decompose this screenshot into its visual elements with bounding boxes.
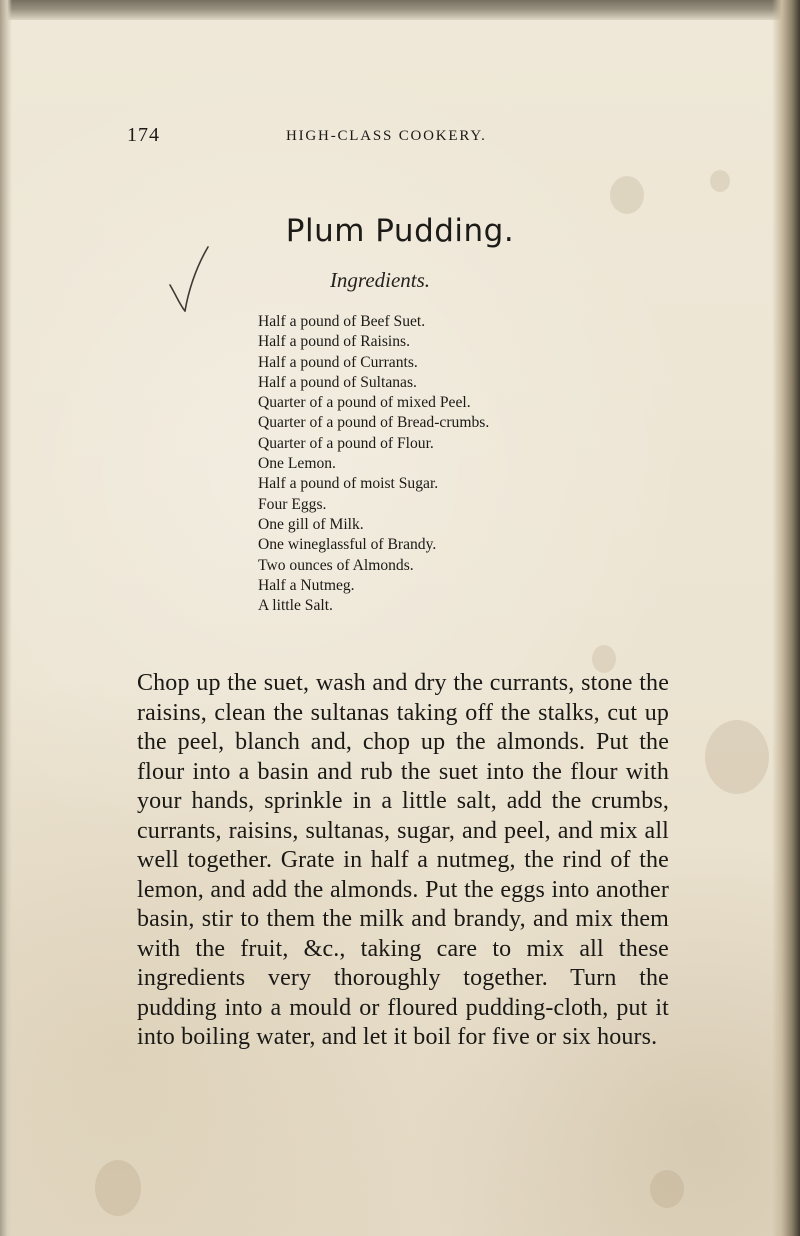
ingredient-item: Half a pound of Beef Suet. — [258, 313, 426, 330]
ingredient-item: Half a pound of Sultanas. — [258, 373, 417, 391]
method-paragraph: Chop up the suet, wash and dry the currants, stone the raisins, clean the sultanas taking off the stalks, cut up the peel, blanch and, chop up the almonds. Put the flour into a basin and rub the suet into the flour with your hands, sprinkle in a little salt, add the crumbs, currants, raisins, sultanas, sugar, and peel, and mix all well together. Grate in half a nutmeg, the rind of the lemon, and add the almonds. Put the eggs into another basin, stir to them the milk and brandy, and mix them with the fruit, &c., taking care to mix all these ingredients very thoroughly together. Turn the pudding into a mould or floured pudding-cloth, put it into boiling water, and let it boil for five or six hours. — [137, 670, 669, 1050]
ingredients-heading: Ingredients. — [329, 268, 431, 292]
ingredient-item: Half a pound of Raisins. — [258, 333, 411, 351]
ingredient-item: Half a pound of Currants. — [258, 353, 418, 371]
ingredient-item: Half a pound of moist Sugar. — [258, 475, 439, 493]
ingredient-item: Quarter of a pound of mixed Peel. — [258, 394, 471, 412]
paper-stain — [650, 1170, 684, 1208]
ingredient-item: A little Salt. — [258, 597, 333, 615]
ingredient-item: One gill of Milk. — [258, 515, 364, 533]
paper-stain — [610, 176, 644, 214]
recipe-title: Plum Pudding. — [285, 213, 515, 249]
paper-stain — [710, 170, 730, 192]
ingredient-item: Two ounces of Almonds. — [258, 556, 414, 574]
ingredient-item: Quarter of a pound of Flour. — [258, 434, 434, 452]
ingredient-item: Four Eggs. — [258, 495, 327, 513]
page-binding-edge — [772, 0, 800, 1236]
paper-stain — [95, 1160, 141, 1216]
page-top-shadow — [0, 0, 800, 20]
page-number: 174 — [127, 124, 160, 146]
ingredients-list — [258, 312, 568, 616]
ingredient-item: One Lemon. — [258, 455, 336, 473]
running-title: HIGH-CLASS COOKERY. — [286, 128, 487, 144]
paper-stain — [705, 720, 769, 794]
page-left-edge — [0, 0, 12, 1236]
ingredient-item: Half a Nutmeg. — [258, 576, 355, 594]
ingredient-item: Quarter of a pound of Bread-crumbs. — [258, 414, 490, 432]
running-header — [127, 123, 547, 153]
ingredient-item: One wineglassful of Brandy. — [258, 536, 437, 554]
